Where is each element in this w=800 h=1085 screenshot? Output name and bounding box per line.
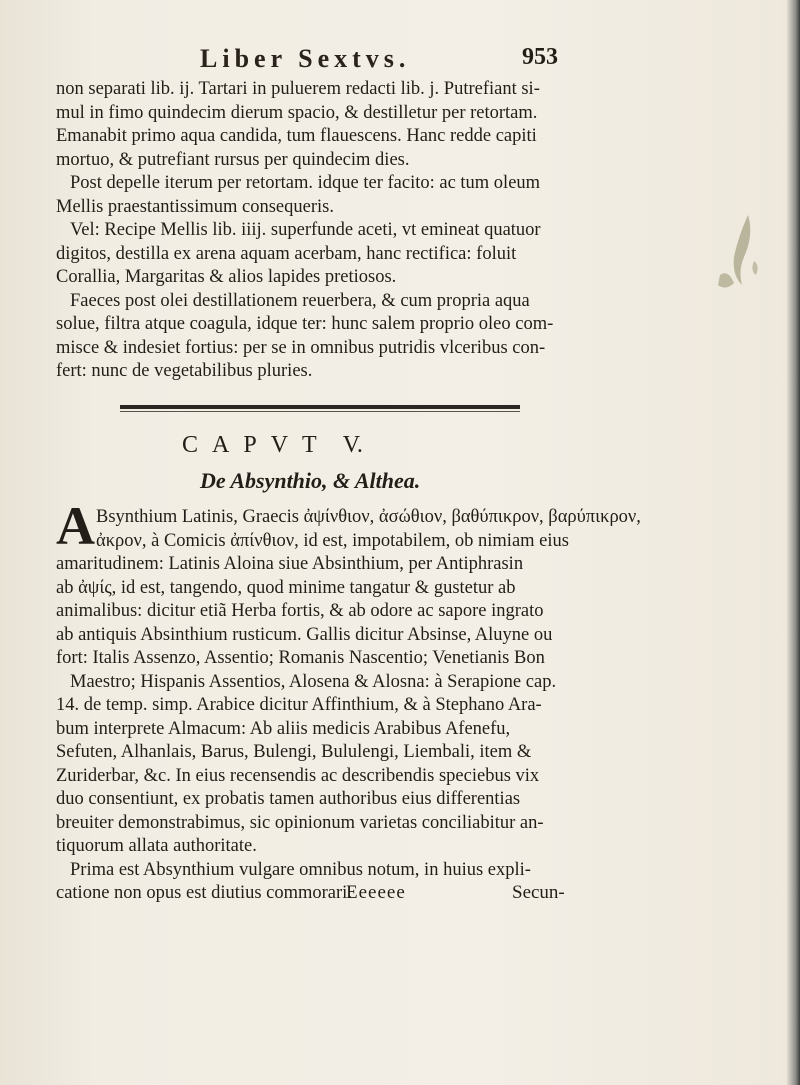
text-line: Vel: Recipe Mellis lib. iiij. superfunde aceti, vt emineat quatuor	[70, 220, 541, 240]
section-rule	[120, 405, 520, 409]
text-line: Sefuten, Alhanlais, Barus, Bulengi, Bululengi, Liembali, item &	[56, 742, 532, 762]
text-line: non separati lib. ij. Tartari in puluerem redacti lib. j. Putrefiant si-	[56, 79, 540, 99]
text-line: 14. de temp. simp. Arabice dicitur Affinthium, & à Stephano Ara-	[56, 695, 542, 715]
text-line: Emanabit primo aqua candida, tum flauescens. Hanc redde capiti	[56, 126, 537, 146]
text-line: duo consentiunt, ex probatis tamen authoribus eius differentias	[56, 789, 521, 809]
text-line: Post depelle iterum per retortam. idque ter facito: ac tum oleum	[70, 173, 541, 193]
text-line: amaritudinem: Latinis Aloina siue Absinthium, per Antiphrasin	[56, 554, 524, 574]
main-paragraph	[56, 506, 641, 906]
text-line: mortuo, & putrefiant rursus per quindecim dies.	[56, 149, 410, 170]
chapter-heading	[182, 432, 363, 459]
chapter-label: CAPVT	[182, 432, 331, 458]
text-line: solue, filtra atque coagula, idque ter: hunc salem proprio oleo com-	[56, 314, 554, 334]
signature-mark: Eeeeee	[346, 882, 406, 903]
text-line: fert: nunc de vegetabilibus pluries.	[56, 361, 313, 381]
drop-cap: A	[56, 496, 95, 556]
text-line: Faeces post olei destillationem reuerbera, & cum propria aqua	[70, 290, 530, 311]
page-number: 953	[522, 44, 558, 70]
text-line: ab ἀψίς, id est, tangendo, quod minime tangatur & gustetur ab	[56, 577, 516, 598]
text-line: Bsynthium Latinis, Graecis ἀψίνθιον, ἀσώθιον, βαθύπικρον, βαρύπικρον,	[96, 507, 641, 527]
page-edge-shadow	[786, 0, 800, 1085]
text-line: bum interprete Almacum: Ab aliis medicis Arabibus Afenefu,	[56, 718, 511, 739]
text-line: catione non opus est diutius commorari.	[56, 883, 352, 903]
text-line: mul in fimo quindecim dierum spacio, & destilletur per retortam.	[56, 102, 538, 123]
catchword: Secun-	[512, 882, 565, 903]
text-line: fort: Italis Assenzo, Assentio; Romanis Nascentio; Venetianis Bon	[56, 648, 545, 668]
chapter-subtitle: De Absynthio, & Althea.	[200, 468, 421, 493]
text-line: animalibus: dicitur etiã Herba fortis, & ab odore ac sapore ingrato	[56, 601, 544, 621]
text-line: Zuriderbar, &c. In eius recensendis ac describendis speciebus vix	[56, 765, 540, 786]
text-line: breuiter demonstrabimus, sic opinionum varietas conciliabitur an-	[56, 812, 544, 833]
text-line: tiquorum allata authoritate.	[56, 836, 257, 856]
text-line: Prima est Absynthium vulgare omnibus notum, in huius expli-	[70, 859, 531, 880]
text-line: digitos, destilla ex arena aquam acerbam, hanc rectifica: foluit	[56, 243, 517, 264]
section-rule-thin	[120, 411, 520, 412]
text-line: misce & indesiet fortius: per se in omnibus putridis vlceribus con-	[56, 337, 546, 358]
chapter-number: V.	[342, 432, 363, 458]
text-line: Maestro; Hispanis Assentios, Alosena & Alosna: à Serapione cap.	[70, 671, 557, 692]
text-line: ab antiquis Absinthium rusticum. Gallis dicitur Absinse, Aluyne ou	[56, 624, 553, 645]
text-line: Mellis praestantissimum consequeris.	[56, 196, 334, 217]
text-line: Corallia, Margaritas & alios lapides pretiosos.	[56, 267, 397, 287]
ink-stain	[708, 205, 778, 315]
running-head: Liber Sextvs.	[200, 44, 411, 73]
top-paragraph	[56, 78, 616, 384]
text-line: ἀκρον, à Comicis ἀπίνθιον, id est, impotabilem, ob nimiam eius	[96, 530, 569, 551]
